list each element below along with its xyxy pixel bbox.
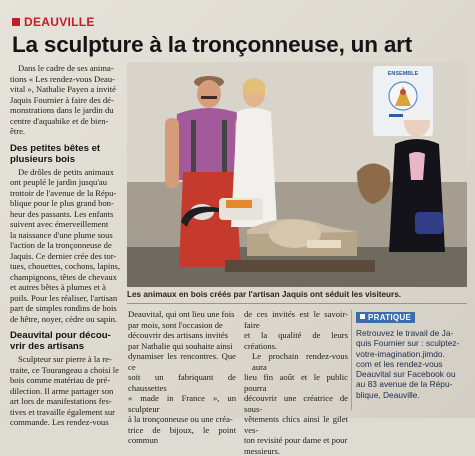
text-line: champignons, têtes de chevaux [10, 272, 122, 283]
text-line: dilection. Il arme partager son [10, 386, 122, 397]
column-1 [10, 63, 122, 428]
photo-illustration [127, 62, 467, 287]
text-line: tues, chouettes, cochons, lapins, [10, 261, 122, 272]
subhead-petites-betes [10, 143, 122, 165]
text-line: votre-imagination.jimdo. [356, 349, 470, 359]
text-line: blique pour le plus grand bon- [10, 198, 122, 209]
practical-info-box [356, 307, 470, 413]
text-line: de hêtre, noyer, cèdre ou sapin. [10, 314, 122, 325]
subhead-deauvital [10, 330, 122, 352]
text-line: découvrir des artisans invités [128, 330, 236, 341]
text-line: Deauvital, qui ont lieu une fois [128, 309, 236, 320]
text-line: et la qualité de leurs créations. [244, 330, 348, 351]
pratique-tag-text: PRATIQUE [368, 313, 411, 322]
section-square-icon [12, 18, 20, 26]
text-line: poils. Pour les réaliser, l'artisan [10, 293, 122, 304]
pratique-tag [356, 312, 415, 323]
text-line: com et les rendez-vous [356, 359, 470, 369]
subhead-line: Deauvital pour décou- [10, 330, 122, 341]
text-line: De drôles de petits animaux [10, 167, 122, 178]
intro-paragraph [10, 63, 122, 137]
text-line: Jaquis Fournier à faire des dé- [10, 95, 122, 106]
text-line: Le prochain rendez-vous aura [244, 351, 348, 372]
column-divider [351, 310, 352, 410]
text-line: et autres bêtes à plumes et à [10, 282, 122, 293]
text-line: monstrations dans le jardin du [10, 105, 122, 116]
photo-caption: Les animaux en bois créés par l'artisan Jaquis ont séduit les visiteurs. [127, 290, 467, 299]
text-line: tions « Les rendez-vous Deau- [10, 74, 122, 85]
text-line: l'action de la tronçonneuse de [10, 240, 122, 251]
text-line: soit un fabriquant de chaussettes [128, 372, 236, 393]
text-line: messieurs. [244, 446, 348, 456]
text-line: part de simples rondins de bois [10, 303, 122, 314]
article-photo [127, 62, 467, 287]
text-line: Sculpteur sur pierre à la re- [10, 354, 122, 365]
text-line: découvrir une créatrice de sous- [244, 393, 348, 414]
text-line: de ces invités est le savoir-faire [244, 309, 348, 330]
text-line: lieu fin août et le public pourra [244, 372, 348, 393]
text-line: traite, ce Tourangeau a choisi le [10, 365, 122, 376]
column-3 [244, 309, 348, 456]
subhead-line: vrir des artisans [10, 341, 122, 352]
text-line: Retrouvez le travail de Ja- [356, 328, 470, 338]
text-line: heur des passants. Les enfants [10, 209, 122, 220]
text-line: quis Fournier sur : sculptez- [356, 338, 470, 348]
text-line: dynamiser les rencontres. Que ce [128, 351, 236, 372]
text-line: au 83 avenue de la Répu- [356, 379, 470, 389]
text-line: vital », Nathalie Payen a invité [10, 84, 122, 95]
caption-divider [127, 303, 467, 304]
text-line: centre d'aquabike et de bien- [10, 116, 122, 127]
text-line: commande. Les rendez-vous [10, 417, 122, 428]
text-line: tives et travaille également sur [10, 407, 122, 418]
text-line: suivent avec émerveillement [10, 219, 122, 230]
body-paragraph-2 [10, 354, 122, 428]
text-line: art lors de manifestations fes- [10, 396, 122, 407]
text-line: Deauvital sur Facebook ou [356, 369, 470, 379]
text-line: trice de bijoux, le point commun [128, 425, 236, 446]
text-line: la naissance d'une plume sous [10, 230, 122, 241]
section-label [12, 15, 95, 29]
banner-text: ENSEMBLE [388, 71, 419, 77]
headline: La sculpture à la tronçonneuse, un art [12, 32, 412, 58]
text-line: par mois, sont l'occasion de [128, 320, 236, 331]
section-label-text: DEAUVILLE [24, 15, 95, 29]
text-line: bois comme matériau de pré- [10, 375, 122, 386]
text-line: Jaquis. Ce dernier crée des tor- [10, 251, 122, 262]
text-line: à la tronçonneuse ou une créa- [128, 414, 236, 425]
text-line: ton revisité pour dame et pour [244, 435, 348, 446]
practical-text [356, 328, 470, 400]
text-line: vêtements chics ainsi le gilet ves- [244, 414, 348, 435]
column-2 [128, 309, 236, 446]
text-line: Dans le cadre de ses anima- [10, 63, 122, 74]
subhead-line: plusieurs bois [10, 154, 122, 165]
text-line: « made in France », un sculpteur [128, 393, 236, 414]
tag-square-icon [360, 314, 365, 319]
body-paragraph-1 [10, 167, 122, 325]
text-line: blique, Deauville. [356, 390, 470, 400]
text-line: ont peuplé le jardin jusqu'au [10, 177, 122, 188]
text-line: par Nathalie qui souhaite ainsi [128, 341, 236, 352]
text-line: trottoir de l'avenue de la Répu- [10, 188, 122, 199]
text-line: être. [10, 126, 122, 137]
subhead-line: Des petites bêtes et [10, 143, 122, 154]
